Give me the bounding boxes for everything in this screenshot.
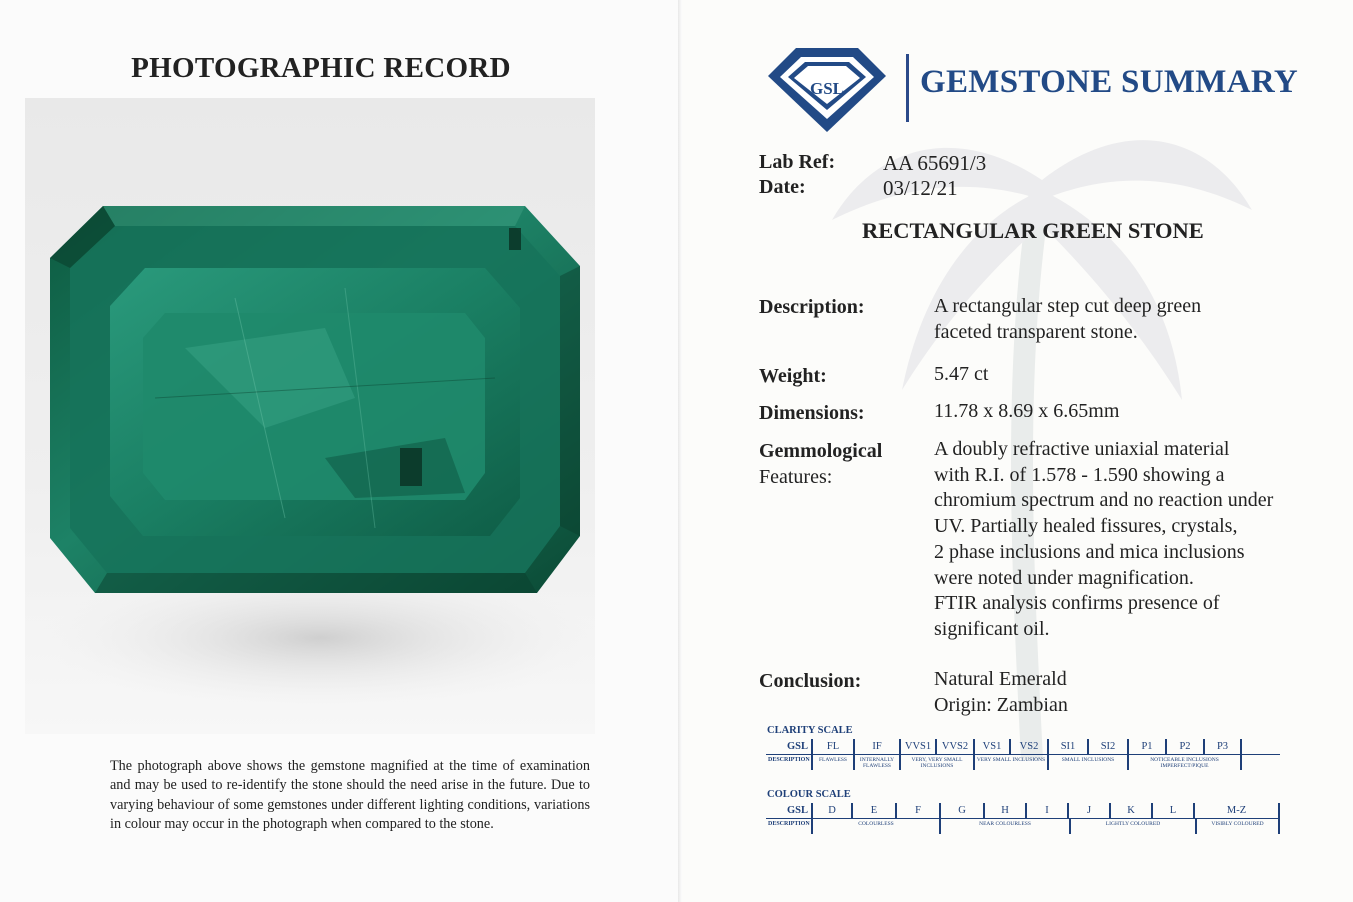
clarity-description: NOTICEABLE INCLUSIONS IMPERFECT/PIQUE	[1129, 755, 1242, 770]
colour-grade: G	[941, 803, 985, 818]
colour-grade: H	[985, 803, 1027, 818]
colour-grade: I	[1027, 803, 1069, 818]
clarity-grade: IF	[855, 739, 901, 754]
clarity-grade: SI1	[1049, 739, 1089, 754]
clarity-description: DESCRIPTION	[766, 755, 813, 770]
clarity-description: VERY, VERY SMALL INCLUSIONS	[901, 755, 975, 770]
colour-grade: J	[1069, 803, 1111, 818]
conclusion-value: Natural Emerald Origin: Zambian	[934, 668, 1068, 716]
gemstone-summary-panel	[682, 0, 1353, 902]
clarity-grade: P3	[1205, 739, 1242, 754]
emerald-image	[25, 98, 595, 734]
colour-grade: D	[813, 803, 853, 818]
clarity-grade: FL	[813, 739, 855, 754]
weight-value: 5.47 ct	[934, 363, 989, 385]
colour-grade: L	[1153, 803, 1195, 818]
lab-ref-label: Lab Ref:	[759, 151, 836, 173]
colour-grade: E	[853, 803, 897, 818]
date-label: Date:	[759, 176, 806, 198]
colour-description: VISIBLY COLOURED	[1197, 819, 1280, 834]
clarity-scale	[766, 739, 1280, 769]
colour-scale-title: COLOUR SCALE	[767, 789, 851, 800]
dimensions-label: Dimensions:	[759, 402, 865, 424]
clarity-scale-title: CLARITY SCALE	[767, 725, 853, 736]
photo-caption: The photograph above shows the gemstone magnified at the time of examination and may be used to re-identify the stone should the need arise in the future. Due to varying behaviour of some gemstones under different lighting conditions, variations in colour may occur in the photograph when compared to the stone.	[110, 758, 590, 833]
logo-separator	[906, 54, 909, 122]
photo-title: PHOTOGRAPHIC RECORD	[131, 52, 511, 84]
clarity-grade: VS1	[975, 739, 1011, 754]
clarity-grade: VVS2	[937, 739, 975, 754]
gemstone-photo	[25, 98, 595, 734]
features-label-2: Features:	[759, 466, 833, 488]
colour-description: COLOURLESS	[813, 819, 941, 834]
dimensions-value: 11.78 x 8.69 x 6.65mm	[934, 400, 1120, 422]
features-value: A doubly refractive uniaxial material with R.I. of 1.578 - 1.590 showing a chromium spectrum and no reaction under UV. Partially healed fissures, crystals, 2 phase inclusions and mica inclusions were noted under magnification. FTIR analysis confirms presence of significant oil.	[934, 438, 1274, 640]
weight-label: Weight:	[759, 365, 827, 387]
colour-description: LIGHTLY COLOURED	[1071, 819, 1197, 834]
colour-description: NEAR COLOURLESS	[941, 819, 1071, 834]
lab-ref-value: AA 65691/3	[883, 151, 987, 175]
clarity-grade: GSL	[766, 739, 813, 754]
clarity-grade: SI2	[1089, 739, 1129, 754]
gsl-logo	[766, 46, 888, 134]
clarity-grade: P1	[1129, 739, 1167, 754]
stone-heading: RECTANGULAR GREEN STONE	[862, 218, 1204, 243]
clarity-grade: P2	[1167, 739, 1205, 754]
colour-grade: GSL	[766, 803, 813, 818]
clarity-description: INTERNALLY FLAWLESS	[855, 755, 901, 770]
logo-text: GSL	[809, 79, 845, 98]
clarity-grade: VVS1	[901, 739, 937, 754]
colour-scale	[766, 803, 1280, 833]
date-value: 03/12/21	[883, 176, 958, 200]
summary-title: GEMSTONE SUMMARY	[920, 64, 1298, 100]
description-label: Description:	[759, 296, 865, 318]
colour-grade: F	[897, 803, 941, 818]
clarity-description: VERY SMALL INCLUSIONS	[975, 755, 1049, 770]
colour-description: DESCRIPTION	[766, 819, 813, 834]
clarity-grade: VS2	[1011, 739, 1049, 754]
clarity-description: FLAWLESS	[813, 755, 855, 770]
colour-grade: K	[1111, 803, 1153, 818]
colour-grade: M-Z	[1195, 803, 1280, 818]
conclusion-label: Conclusion:	[759, 670, 862, 692]
description-value: A rectangular step cut deep green faceted transparent stone.	[934, 295, 1202, 343]
clarity-description: SMALL INCLUSIONS	[1049, 755, 1129, 770]
features-label-1: Gemmological	[759, 440, 883, 462]
